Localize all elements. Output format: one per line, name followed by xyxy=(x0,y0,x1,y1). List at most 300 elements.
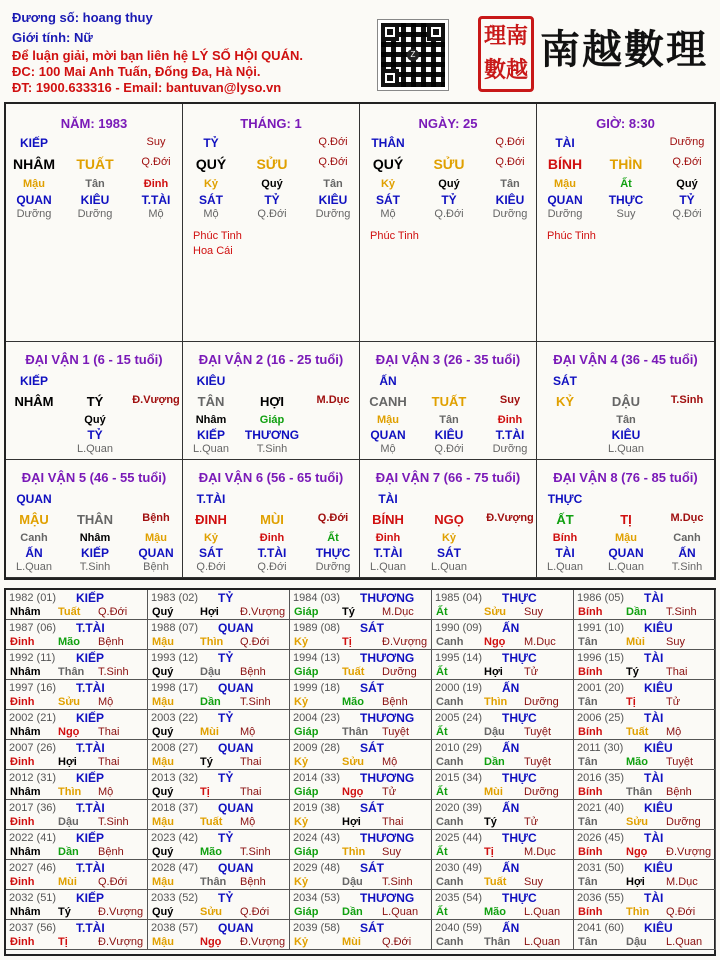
year-stage: Đ.Vượng xyxy=(240,936,286,948)
hidden-stem: Tân xyxy=(616,414,636,426)
year-branch: Mão xyxy=(484,906,506,918)
year-stem: Kỷ xyxy=(294,756,309,768)
year-stage: Đ.Vượng xyxy=(98,936,144,948)
hidden-god: TỶ xyxy=(679,193,695,207)
year-god: THƯƠNG xyxy=(360,591,415,605)
year-cell xyxy=(290,590,432,620)
year-stage: Bệnh xyxy=(240,876,266,888)
year-branch: Thìn xyxy=(58,786,82,798)
year-stem: Kỷ xyxy=(294,816,309,828)
hidden-god: QUAN xyxy=(608,546,644,560)
gender-label: Giới tính: xyxy=(12,30,71,45)
year-cell xyxy=(290,740,432,770)
year-branch: Tý xyxy=(484,816,497,828)
pillar-title: NĂM: 1983 xyxy=(60,116,128,131)
life-phase: Q.Đới xyxy=(434,443,464,455)
year-cell xyxy=(432,650,574,680)
life-phase: Q.Đới xyxy=(257,561,287,573)
year-stage: Dưỡng xyxy=(666,816,701,828)
year-cell xyxy=(6,800,148,830)
pillar-title: THÁNG: 1 xyxy=(240,116,302,131)
year-god: KIẾP xyxy=(76,771,105,785)
pillar-god: TỶ xyxy=(203,136,219,150)
hidden-stem: Quý xyxy=(438,178,460,190)
dai-van-god: TÀI xyxy=(378,492,398,506)
life-phase: Dưỡng xyxy=(492,208,528,220)
year-stage: Thai xyxy=(98,726,120,738)
year-god: TỶ xyxy=(218,831,234,845)
year-label: 2033 (52) xyxy=(151,892,199,904)
year-god: KIẾP xyxy=(76,711,105,725)
year-cell xyxy=(6,860,148,890)
dai-van-row-1 xyxy=(6,342,714,460)
year-branch: Mão xyxy=(626,756,648,768)
year-stem: Đinh xyxy=(10,756,35,768)
year-cell xyxy=(432,860,574,890)
year-branch: Tý xyxy=(626,666,639,678)
year-god: KIÊU xyxy=(644,741,673,755)
life-phase: L.Quan xyxy=(607,443,645,455)
dai-van-cell xyxy=(183,342,360,460)
year-cell xyxy=(290,860,432,890)
year-stage: M.Dục xyxy=(524,846,556,858)
pillar-stem-branch: NHÂM xyxy=(13,156,55,172)
year-stage: M.Dục xyxy=(524,636,556,648)
year-stem: Đinh xyxy=(10,636,35,648)
year-label: 2026 (45) xyxy=(577,832,625,844)
year-label: 2012 (31) xyxy=(9,772,57,784)
year-branch: Sửu xyxy=(200,906,223,918)
year-stage: L.Quan xyxy=(666,936,703,948)
star-note: Hoa Cái xyxy=(193,245,233,257)
year-stem: Nhâm xyxy=(10,726,41,738)
year-stem: Nhâm xyxy=(10,906,41,918)
year-label: 1989 (08) xyxy=(293,622,341,634)
year-god: ẤN xyxy=(502,621,520,635)
year-label: 1988 (07) xyxy=(151,622,199,634)
hidden-stem: Đinh xyxy=(375,532,401,544)
year-stem: Kỷ xyxy=(294,876,309,888)
year-god: KIẾP xyxy=(76,831,105,845)
dai-van-god: THỰC xyxy=(547,492,583,506)
year-stage: Đ.Vượng xyxy=(382,636,428,648)
year-label: 1984 (03) xyxy=(293,592,341,604)
year-branch: Tuất xyxy=(626,726,649,738)
year-cell xyxy=(574,830,716,860)
year-label: 2004 (23) xyxy=(293,712,341,724)
year-cell xyxy=(432,830,574,860)
hidden-god: THƯƠNG xyxy=(244,428,300,442)
year-stem: Bính xyxy=(578,666,603,678)
pillar-cell xyxy=(360,104,537,342)
year-god: QUAN xyxy=(218,741,254,755)
year-label: 2000 (19) xyxy=(435,682,483,694)
hidden-stem: Tân xyxy=(439,414,459,426)
hidden-god: TỶ xyxy=(441,193,457,207)
year-cell xyxy=(6,650,148,680)
hidden-god: TÀI xyxy=(555,546,575,560)
year-branch: Sửu xyxy=(342,756,365,768)
year-stage: Suy xyxy=(666,636,685,648)
year-stage: Q.Đới xyxy=(382,936,412,948)
life-phase: L.Quan xyxy=(607,561,645,573)
year-stage: Dưỡng xyxy=(524,696,559,708)
year-cell xyxy=(432,890,574,920)
hidden-god: KIÊU xyxy=(434,428,464,442)
hidden-god: TỶ xyxy=(87,428,103,442)
dai-van-title: ĐẠI VẬN 7 (66 - 75 tuổi) xyxy=(375,470,521,485)
dai-van-stem-branch: TUẤT xyxy=(431,394,467,409)
dai-van-stem-branch: ẤT xyxy=(556,512,574,527)
year-stem: Quý xyxy=(152,786,174,798)
year-label: 2019 (38) xyxy=(293,802,341,814)
hidden-stem: Đinh xyxy=(259,532,285,544)
year-stem: Giáp xyxy=(294,786,319,798)
year-cell xyxy=(6,830,148,860)
year-stem: Bính xyxy=(578,906,603,918)
year-stage: Đ.Vượng xyxy=(666,846,712,858)
year-cell xyxy=(290,800,432,830)
dai-van-stem-branch: HỢI xyxy=(259,394,285,409)
year-god: TÀI xyxy=(644,591,664,605)
year-stage: L.Quan xyxy=(524,906,561,918)
year-stem: Ất xyxy=(436,786,448,798)
year-branch: Thân xyxy=(58,666,85,678)
year-god: TÀI xyxy=(644,711,664,725)
dai-van-stage: M.Dục xyxy=(670,512,704,524)
year-cell xyxy=(290,830,432,860)
dai-van-stage: M.Dục xyxy=(316,394,350,406)
year-cell xyxy=(6,890,148,920)
year-cell xyxy=(290,890,432,920)
hidden-stem: Quý xyxy=(261,178,283,190)
hidden-god: KIẾP xyxy=(196,428,225,442)
hidden-god: KIÊU xyxy=(495,193,525,207)
dai-van-cell xyxy=(6,460,183,578)
year-label: 1995 (14) xyxy=(435,652,483,664)
year-branch: Thìn xyxy=(200,636,224,648)
dai-van-god: QUAN xyxy=(16,492,52,506)
year-label: 2016 (35) xyxy=(577,772,625,784)
hidden-stem: Quý xyxy=(676,178,698,190)
life-phase: Suy xyxy=(616,208,636,220)
year-stem: Bính xyxy=(578,726,603,738)
year-god: T.TÀI xyxy=(76,681,105,695)
year-stage: Tử xyxy=(524,666,539,678)
year-branch: Ngọ xyxy=(58,726,80,738)
year-god: THỰC xyxy=(502,711,537,725)
dai-van-cell xyxy=(6,342,183,460)
year-cell xyxy=(432,620,574,650)
year-cell xyxy=(290,710,432,740)
life-phase: L.Quan xyxy=(430,561,468,573)
pillar-stem-stage: Q.Đới xyxy=(495,156,525,168)
year-branch: Sửu xyxy=(484,606,507,618)
year-god: THỰC xyxy=(502,591,537,605)
hidden-stem: Mậu xyxy=(554,178,576,190)
year-label: 2009 (28) xyxy=(293,742,341,754)
year-stem: Mậu xyxy=(152,756,174,768)
dai-van-title: ĐẠI VẬN 4 (36 - 45 tuổi) xyxy=(553,352,698,367)
year-god: QUAN xyxy=(218,801,254,815)
year-cell xyxy=(574,800,716,830)
year-branch: Mùi xyxy=(58,876,77,888)
dai-van-title: ĐẠI VẬN 2 (16 - 25 tuổi) xyxy=(198,352,344,367)
year-branch: Thân xyxy=(626,786,653,798)
year-god: THƯƠNG xyxy=(360,771,415,785)
dai-van-stem-branch: BÍNH xyxy=(372,512,404,527)
year-branch: Tý xyxy=(58,906,71,918)
year-stage: Mộ xyxy=(666,726,682,738)
year-branch: Thân xyxy=(342,726,369,738)
year-cell xyxy=(432,710,574,740)
life-phase: Dưỡng xyxy=(77,208,113,220)
year-cell xyxy=(574,650,716,680)
year-cell xyxy=(6,770,148,800)
year-label: 2005 (24) xyxy=(435,712,483,724)
year-stem: Bính xyxy=(578,786,603,798)
pillar-stem-branch: THÌN xyxy=(609,156,643,172)
dai-van-cell xyxy=(183,460,360,578)
year-stage: Mộ xyxy=(240,816,256,828)
dai-van-stem-branch: THÂN xyxy=(76,512,114,527)
hidden-stem: Kỷ xyxy=(441,532,457,544)
gender-line xyxy=(12,30,93,46)
year-god: ẤN xyxy=(502,741,520,755)
life-phase: Dưỡng xyxy=(492,443,528,455)
life-phase: Q.Đới xyxy=(434,208,464,220)
year-branch: Dậu xyxy=(200,666,221,678)
year-cell xyxy=(290,620,432,650)
pillar-stage: Suy xyxy=(146,136,166,148)
year-branch: Tị xyxy=(342,636,352,648)
star-note: Phúc Tinh xyxy=(547,230,596,242)
year-stem: Ất xyxy=(436,726,448,738)
year-label: 2029 (48) xyxy=(293,862,341,874)
dai-van-god: T.TÀI xyxy=(196,492,226,506)
hidden-stem: Quý xyxy=(84,414,106,426)
hidden-god: T.TÀI xyxy=(257,546,287,560)
hidden-god: SÁT xyxy=(437,546,461,560)
year-branch: Mão xyxy=(58,636,80,648)
star-note: Phúc Tinh xyxy=(370,230,419,242)
year-branch: Sửu xyxy=(626,816,649,828)
hidden-god: SÁT xyxy=(376,193,400,207)
year-branch: Thân xyxy=(200,876,227,888)
year-stem: Ất xyxy=(436,666,448,678)
dai-van-cell xyxy=(537,460,714,578)
year-god: ẤN xyxy=(502,681,520,695)
dai-van-stage: Bệnh xyxy=(142,512,170,524)
hidden-god: SÁT xyxy=(199,546,223,560)
pillar-stage: Q.Đới xyxy=(318,136,348,148)
year-branch: Mùi xyxy=(200,726,219,738)
year-god: SÁT xyxy=(360,861,384,875)
year-stem: Quý xyxy=(152,726,174,738)
dai-van-stem-branch: NHÂM xyxy=(14,394,54,409)
year-label: 1998 (17) xyxy=(151,682,199,694)
year-stage: Đ.Vượng xyxy=(98,906,144,918)
year-cell xyxy=(148,890,290,920)
life-phase: L.Quan xyxy=(15,561,53,573)
year-label: 2040 (59) xyxy=(435,922,483,934)
year-stem: Đinh xyxy=(10,876,35,888)
pillar-stage: Dưỡng xyxy=(669,136,705,148)
year-stem: Canh xyxy=(436,636,464,648)
year-stem: Nhâm xyxy=(10,666,41,678)
life-phase: Mộ xyxy=(380,208,396,220)
year-stage: Bệnh xyxy=(98,636,124,648)
year-cell xyxy=(148,710,290,740)
hidden-god: THỰC xyxy=(315,546,351,560)
year-stem: Kỷ xyxy=(294,696,309,708)
year-branch: Dậu xyxy=(342,876,363,888)
year-god: ẤN xyxy=(502,801,520,815)
year-stem: Quý xyxy=(152,606,174,618)
life-phase: Dưỡng xyxy=(547,208,583,220)
pillar-stem-stage: Q.Đới xyxy=(672,156,702,168)
hidden-stem: Ất xyxy=(327,532,339,544)
hidden-god: T.TÀI xyxy=(373,546,403,560)
year-cell xyxy=(148,770,290,800)
life-phase: Mộ xyxy=(380,443,396,455)
hidden-god: QUAN xyxy=(370,428,406,442)
pillar-stem-branch: SỬU xyxy=(433,156,465,172)
dai-van-god: KIÊU xyxy=(196,374,226,388)
hidden-stem: Kỷ xyxy=(203,178,219,190)
year-cell xyxy=(574,890,716,920)
dai-van-stem-branch: NGỌ xyxy=(434,512,464,527)
life-phase: T.Sinh xyxy=(671,561,703,573)
life-phase: L.Quan xyxy=(369,561,407,573)
year-god: T.TÀI xyxy=(76,861,105,875)
dai-van-stem-branch: ĐINH xyxy=(195,512,227,527)
dai-van-stem-branch: TÂN xyxy=(197,394,225,409)
hidden-god: T.TÀI xyxy=(141,193,171,207)
year-stage: Thai xyxy=(382,816,404,828)
year-cell xyxy=(148,650,290,680)
year-label: 2036 (55) xyxy=(577,892,625,904)
year-god: THƯƠNG xyxy=(360,831,415,845)
year-stage: Q.Đới xyxy=(98,876,128,888)
dai-van-stage: Đ.Vượng xyxy=(486,512,534,524)
pillar-god: THÂN xyxy=(371,136,405,150)
year-cell xyxy=(6,680,148,710)
year-god: THỰC xyxy=(502,651,537,665)
hidden-stem: Tân xyxy=(323,178,343,190)
year-label: 1997 (16) xyxy=(9,682,57,694)
life-phase: L.Quan xyxy=(192,443,230,455)
year-stage: Tử xyxy=(524,816,539,828)
dai-van-stage: Đ.Vượng xyxy=(132,394,180,406)
year-label: 2023 (42) xyxy=(151,832,199,844)
year-label: 2008 (27) xyxy=(151,742,199,754)
year-stem: Ất xyxy=(436,606,448,618)
life-phase: L.Quan xyxy=(76,443,114,455)
hidden-stem: Mậu xyxy=(23,178,45,190)
year-label: 2002 (21) xyxy=(9,712,57,724)
dai-van-god: SÁT xyxy=(553,374,577,388)
year-branch: Dần xyxy=(626,606,647,618)
year-stem: Canh xyxy=(436,876,464,888)
year-stage: T.Sinh xyxy=(98,816,129,828)
year-stage: Q.Đới xyxy=(240,636,270,648)
year-branch: Thân xyxy=(484,936,511,948)
year-cell xyxy=(148,680,290,710)
year-branch: Ngọ xyxy=(626,846,648,858)
pillar-stem-branch: QUÝ xyxy=(372,156,404,172)
year-stage: Suy xyxy=(524,606,543,618)
year-label: 2041 (60) xyxy=(577,922,625,934)
year-stage: Tử xyxy=(382,786,397,798)
year-stage: Mộ xyxy=(382,756,398,768)
year-branch: Ngọ xyxy=(200,936,222,948)
year-branch: Tuất xyxy=(484,876,507,888)
year-stem: Giáp xyxy=(294,906,319,918)
year-god: KIÊU xyxy=(644,681,673,695)
year-stage: Đ.Vượng xyxy=(240,606,286,618)
year-god: TỶ xyxy=(218,771,234,785)
year-god: TỶ xyxy=(218,651,234,665)
year-branch: Dần xyxy=(58,846,79,858)
hidden-stem: Nhâm xyxy=(195,414,227,426)
year-cell xyxy=(574,740,716,770)
hidden-stem: Ất xyxy=(620,178,632,190)
dai-van-stem-branch: DẬU xyxy=(611,394,641,409)
life-phase: Q.Đới xyxy=(257,208,287,220)
year-stage: Thai xyxy=(666,666,688,678)
year-god: THƯƠNG xyxy=(360,891,415,905)
year-stem: Mậu xyxy=(152,696,174,708)
year-stage: T.Sinh xyxy=(382,876,413,888)
life-phase: Dưỡng xyxy=(315,208,351,220)
dai-van-title: ĐẠI VẬN 8 (76 - 85 tuổi) xyxy=(553,470,698,485)
year-stage: Q.Đới xyxy=(240,906,270,918)
year-cell xyxy=(574,770,716,800)
hidden-god: QUAN xyxy=(547,193,583,207)
year-label: 2035 (54) xyxy=(435,892,483,904)
hidden-stem: Tân xyxy=(85,178,105,190)
year-stage: T.Sinh xyxy=(240,846,271,858)
dai-van-stem-branch: CANH xyxy=(369,394,407,409)
year-stage: Q.Đới xyxy=(666,906,696,918)
year-god: KIẾP xyxy=(76,891,105,905)
year-branch: Dần xyxy=(342,906,363,918)
life-phase: Mộ xyxy=(148,208,164,220)
year-cell xyxy=(574,590,716,620)
year-branch: Hợi xyxy=(58,756,77,768)
year-stem: Đinh xyxy=(10,936,35,948)
year-god: THỰC xyxy=(502,891,537,905)
year-stage: T.Sinh xyxy=(240,696,271,708)
year-branch: Tị xyxy=(484,846,494,858)
year-god: TÀI xyxy=(644,891,664,905)
year-cell xyxy=(148,860,290,890)
year-label: 1992 (11) xyxy=(9,652,56,664)
year-label: 1993 (12) xyxy=(151,652,199,664)
year-cell xyxy=(6,920,148,950)
year-branch: Dậu xyxy=(626,936,647,948)
year-stem: Giáp xyxy=(294,726,319,738)
year-cell xyxy=(6,740,148,770)
hidden-stem: Canh xyxy=(20,532,48,544)
year-cell xyxy=(432,920,574,950)
year-stem: Mậu xyxy=(152,636,174,648)
year-label: 1991 (10) xyxy=(577,622,625,634)
year-god: TỶ xyxy=(218,711,234,725)
year-stage: Suy xyxy=(382,846,401,858)
year-stem: Quý xyxy=(152,906,174,918)
